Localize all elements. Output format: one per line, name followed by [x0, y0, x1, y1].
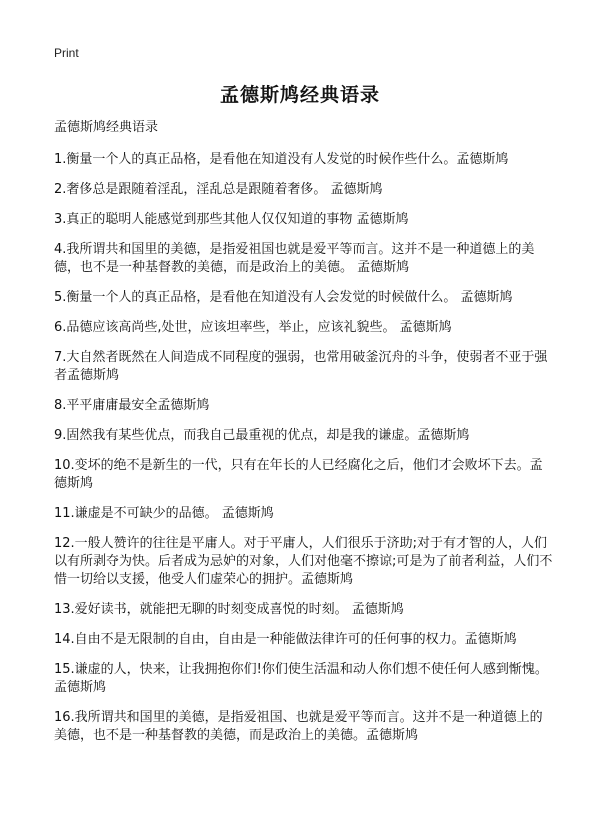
quote-item: 16.我所谓共和国里的美德，是指爱祖国、也就是爱平等而言。这并不是一种道德上的美德，也不是一种基督教的美德，而是政治上的美德。孟德斯鸠	[54, 710, 543, 743]
quote-item: 5.衡量一个人的真正品格，是看他在知道没有人会发觉的时候做什么。 孟德斯鸠	[54, 290, 513, 305]
quote-item: 3.真正的聪明人能感觉到那些其他人仅仅知道的事物 孟德斯鸠	[54, 212, 409, 227]
quote-item: 1.衡量一个人的真正品格，是看他在知道没有人发觉的时候作些什么。孟德斯鸠	[54, 152, 509, 167]
quote-item: 6.品德应该高尚些,处世，应该坦率些，举止，应该礼貌些。 孟德斯鸠	[54, 320, 452, 335]
quote-item: 9.固然我有某些优点，而我自己最重视的优点，却是我的谦虚。孟德斯鸠	[54, 428, 470, 443]
page-title: 孟德斯鸠经典语录	[219, 84, 380, 106]
quote-item: 14.自由不是无限制的自由，自由是一种能做法律许可的任何事的权力。孟德斯鸠	[54, 632, 517, 647]
document-subtitle: 孟德斯鸠经典语录	[54, 120, 159, 135]
quote-item: 12.一般人赞许的往往是平庸人。对于平庸人，人们很乐于济助;对于有才智的人，人们以有所剥夺为快。后者成为忌妒的对象，人们对他毫不擦谅;可是为了前者利益，人们不惜一切给以支援，他受人们虚荣心的拥护。孟德斯鸠	[54, 536, 553, 587]
print-link[interactable]: Print	[54, 46, 79, 60]
quote-item: 2.奢侈总是跟随着淫乱，淫乱总是跟随着奢侈。 孟德斯鸠	[54, 182, 383, 197]
document-body	[54, 119, 554, 757]
quote-item: 10.变坏的绝不是新生的一代，只有在年长的人已经腐化之后，他们才会败坏下去。孟德斯鸠	[54, 458, 543, 491]
quote-item: 4.我所谓共和国里的美德，是指爱祖国也就是爱平等而言。这并不是一种道德上的美德，也不是一种基督教的美德，而是政治上的美德。 孟德斯鸠	[54, 242, 535, 275]
quote-item: 15.谦虚的人，快来，让我拥抱你们!你们使生活温和动人你们想不使任何人感到惭愧。孟德斯鸠	[54, 662, 548, 695]
quote-item: 13.爱好读书，就能把无聊的时刻变成喜悦的时刻。 孟德斯鸠	[54, 602, 404, 617]
quote-item: 11.谦虚是不可缺少的品德。 孟德斯鸠	[54, 506, 274, 521]
quote-item: 7.大自然者既然在人间造成不同程度的强弱，也常用破釜沉舟的斗争，使弱者不亚于强者孟德斯鸠	[54, 350, 548, 383]
quote-item: 8.平平庸庸最安全孟德斯鸠	[54, 398, 210, 413]
quote-list	[54, 151, 554, 745]
